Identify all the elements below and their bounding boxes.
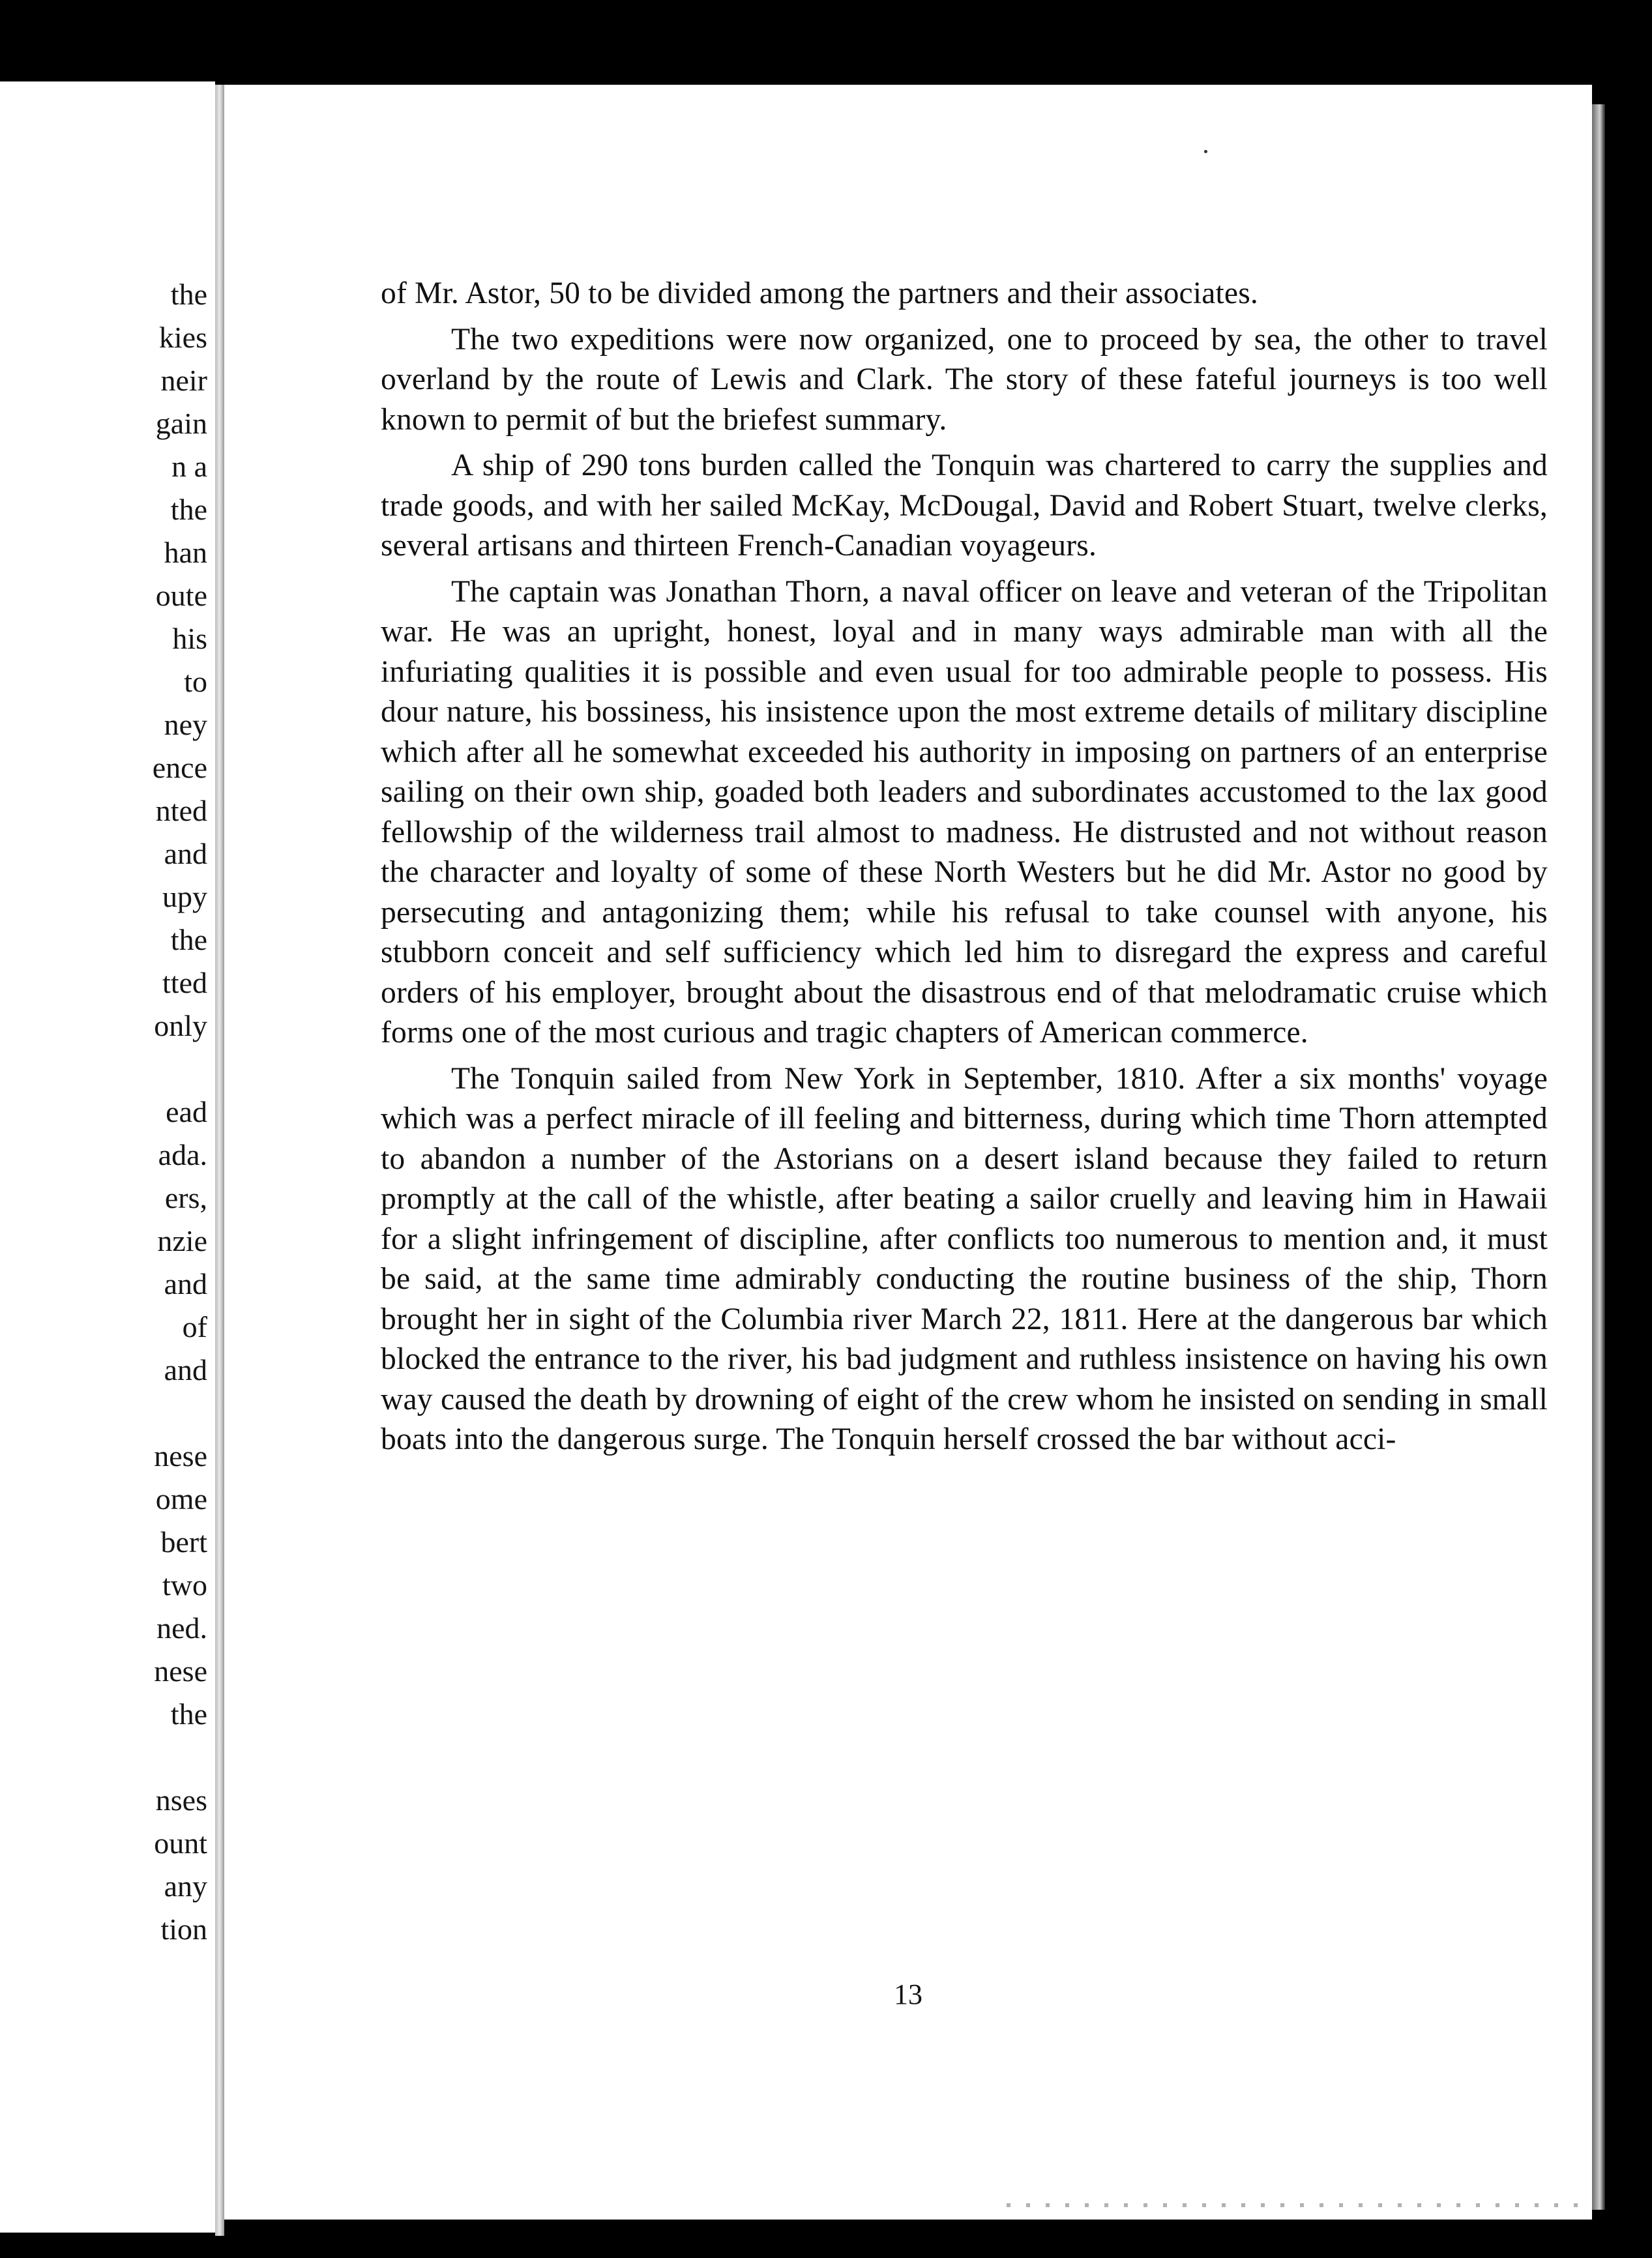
facing-page-line-fragment: ney (164, 708, 207, 741)
facing-page-line-fragment: tion (160, 1913, 207, 1946)
book-gutter (215, 85, 224, 2236)
book-page (224, 85, 1592, 2220)
print-speck (1204, 150, 1207, 153)
facing-page-line-fragment: ence (152, 751, 207, 784)
paragraph: The captain was Jonathan Thorn, a naval officer on leave and veteran of the Tripolitan war. He was an upright, honest, loyal and in many ways admirable man with all the infuriating qualities it is possible and even usual for too admirable people to possess. His dour nature, his bossiness, his insistence upon the most extreme details of military discipline which after all he somewhat exceeded his authority in imposing on partners of an enterprise sailing on their own ship, goaded both leaders and subordinates accustomed to the lax good fellowship of the wilderness trail almost to madness. He distrusted and not without reason the character and loyalty of some of these North Westers but he did Mr. Astor no good by persecuting and antagonizing them; while his refusal to take counsel with anyone, his stubborn conceit and self sufficiency which led him to disregard the express and careful orders of his employer, brought about the disastrous end of that melodramatic cruise which forms one of the most curious and tragic chapters of American commerce. (381, 574, 1548, 1049)
facing-page-line-fragment: n a (171, 450, 207, 483)
facing-page-line-fragment: to (184, 665, 207, 698)
facing-page-line-fragment: oute (155, 579, 207, 612)
paragraph: The Tonquin sailed from New York in September, 1810. After a six months' voyage which was a perfect miracle of ill feeling and bitterness, during which time Thorn attempted to abandon a number of the Astorians on a desert island because they failed to return promptly at the call of the whistle, after beating a sailor cruelly and leaving him in Hawaii for a slight infringement of discipline, after conflicts too numerous to mention and, it must be said, at the same time admirably conducting the routine business of the ship, Thorn brought her in sight of the Columbia river March 22, 1811. Here at the dangerous bar which blocked the entrance to the river, his bad judgment and ruthless insistence on having his own way caused the death by drowning of eight of the crew whom he insisted on sending in small boats into the dangerous surge. The Tonquin herself crossed the bar without acci- (381, 1061, 1548, 1456)
facing-page-line-fragment: tted (162, 966, 207, 999)
facing-page-line-fragment: and (164, 1353, 207, 1386)
facing-page-line-fragment: nted (155, 794, 207, 827)
facing-page-line-fragment: ada. (158, 1138, 207, 1171)
scan-noise (1007, 2203, 1580, 2207)
paragraph: of Mr. Astor, 50 to be divided among the partners and their associates. (381, 276, 1258, 310)
facing-page-line-fragment: nese (154, 1439, 207, 1473)
facing-page-line-fragment: han (164, 536, 207, 569)
facing-page-line-fragment: only (154, 1009, 207, 1042)
facing-page-line-fragment: gain (155, 407, 207, 440)
facing-page-line-fragment: two (162, 1568, 207, 1602)
facing-page-line-fragment: any (164, 1869, 207, 1903)
facing-page-line-fragment: and (164, 837, 207, 870)
facing-page-line-fragment: his (172, 622, 207, 655)
facing-page-line-fragment: ount (154, 1826, 207, 1860)
facing-page-line-fragment: the (170, 493, 207, 526)
facing-page-line-fragment: ead (166, 1095, 207, 1128)
page-body-text (381, 274, 1548, 1466)
facing-page-line-fragment: upy (162, 880, 207, 913)
facing-page-line-fragment: ned. (156, 1611, 207, 1645)
facing-page-line-fragment: nses (155, 1783, 207, 1817)
facing-page-line-fragment: and (164, 1267, 207, 1300)
facing-page-line-fragment: neir (160, 364, 207, 397)
facing-page-line-fragment: the (170, 1697, 207, 1731)
facing-page-line-fragment: nese (154, 1654, 207, 1688)
facing-page-line-fragment: of (182, 1310, 207, 1343)
facing-page-line-fragment: the (170, 923, 207, 956)
paragraph: The two expeditions were now organized, one to proceed by sea, the other to travel overland by the route of Lewis and Clark. The story of these fateful journeys is too well known to permit of but the briefest summary. (381, 322, 1548, 437)
facing-page-line-fragment: ome (155, 1482, 207, 1516)
facing-page-line-fragment: nzie (157, 1224, 207, 1257)
facing-page-line-fragment: ers, (164, 1181, 207, 1214)
facing-page-line-fragment: bert (160, 1525, 207, 1559)
facing-page-line-fragment: the (170, 278, 207, 311)
page-number: 13 (894, 1978, 922, 2010)
paragraph: A ship of 290 tons burden called the Tonquin was chartered to carry the supplies and trade goods, and with her sailed McKay, McDougal, David and Robert Stuart, twelve clerks, several artisans and thirteen French-Canadian voyageurs. (381, 448, 1548, 563)
facing-page-left (0, 81, 215, 2233)
facing-page-line-fragment: kies (158, 321, 207, 354)
page-edge-shadow (1592, 104, 1605, 2210)
